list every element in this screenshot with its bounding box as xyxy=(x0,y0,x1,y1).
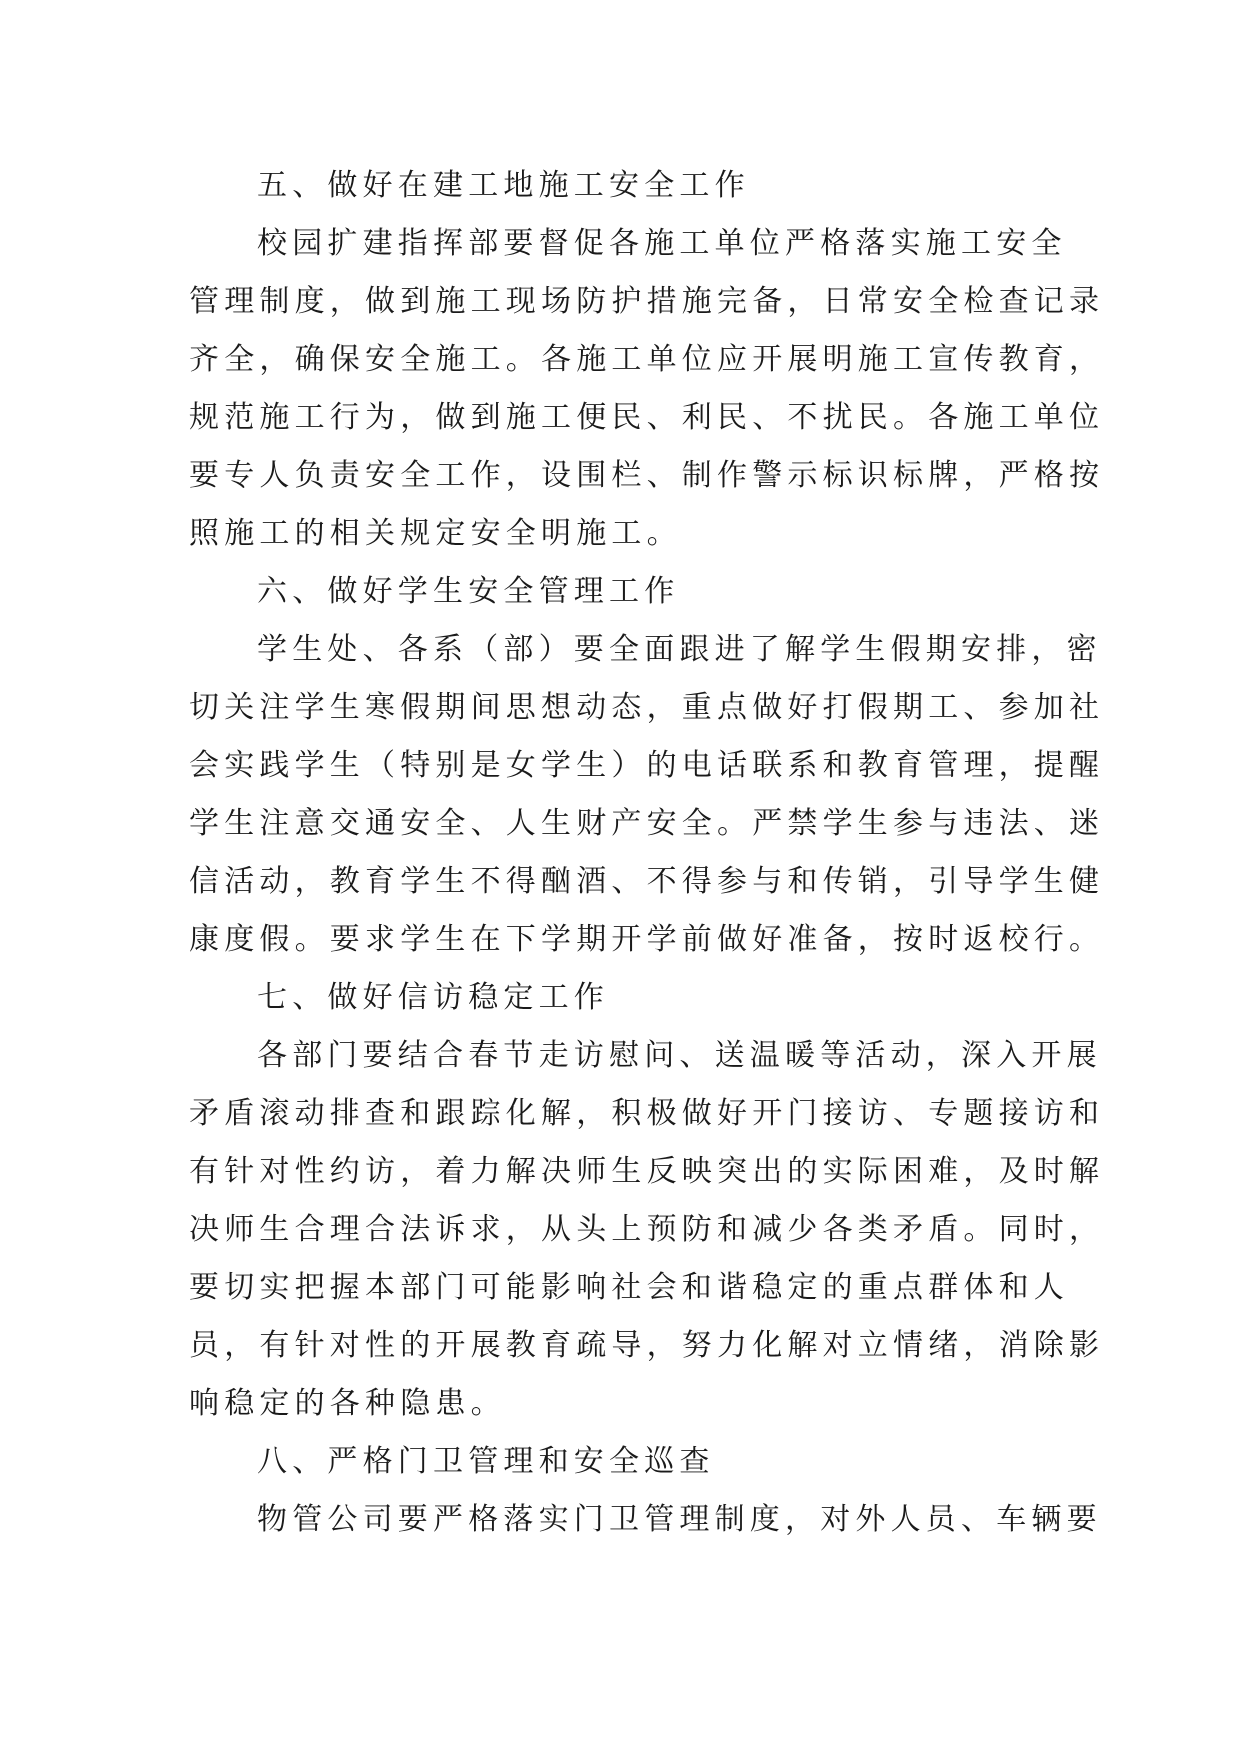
paragraph-line: 信活动，教育学生不得酗酒、不得参与和传销，引导学生健 xyxy=(189,864,1105,899)
paragraph-line: 员，有针对性的开展教育疏导，努力化解对立情绪，消除影 xyxy=(189,1328,1105,1363)
paragraph-line: 康度假。要求学生在下学期开学前做好准备，按时返校行。 xyxy=(189,922,1105,957)
paragraph-line: 矛盾滚动排查和跟踪化解，积极做好开门接访、专题接访和 xyxy=(189,1096,1105,1131)
paragraph-line: 学生处、各系（部）要全面跟进了解学生假期安排，密 xyxy=(257,632,1102,667)
paragraph-line: 决师生合理合法诉求，从头上预防和减少各类矛盾。同时， xyxy=(189,1212,1105,1247)
paragraph-line: 各部门要结合春节走访慰问、送温暖等活动，深入开展 xyxy=(257,1038,1102,1073)
paragraph-line: 会实践学生（特别是女学生）的电话联系和教育管理，提醒 xyxy=(189,748,1105,783)
paragraph-line: 学生注意交通安全、人生财产安全。严禁学生参与违法、迷 xyxy=(189,806,1105,841)
paragraph-line: 齐全，确保安全施工。各施工单位应开展明施工宣传教育， xyxy=(189,342,1105,377)
paragraph-line: 要切实把握本部门可能影响社会和谐稳定的重点群体和人 xyxy=(189,1270,1069,1305)
section-heading-5: 五、做好在建工地施工安全工作 xyxy=(257,168,750,203)
section-heading-8: 八、严格门卫管理和安全巡查 xyxy=(257,1444,715,1479)
paragraph-line: 管理制度，做到施工现场防护措施完备，日常安全检查记录 xyxy=(189,284,1105,319)
paragraph-line: 响稳定的各种隐患。 xyxy=(189,1386,506,1421)
paragraph-line: 有针对性约访，着力解决师生反映突出的实际困难，及时解 xyxy=(189,1154,1105,1189)
paragraph-line: 照施工的相关规定安全明施工。 xyxy=(189,516,682,551)
paragraph-line: 物管公司要严格落实门卫管理制度，对外人员、车辆要 xyxy=(257,1502,1102,1537)
paragraph-line: 切关注学生寒假期间思想动态，重点做好打假期工、参加社 xyxy=(189,690,1105,725)
paragraph-line: 校园扩建指挥部要督促各施工单位严格落实施工安全 xyxy=(257,226,1067,261)
section-heading-6: 六、做好学生安全管理工作 xyxy=(257,574,680,609)
paragraph-line: 要专人负责安全工作，设围栏、制作警示标识标牌，严格按 xyxy=(189,458,1105,493)
paragraph-line: 规范施工行为，做到施工便民、利民、不扰民。各施工单位 xyxy=(189,400,1105,435)
section-heading-7: 七、做好信访稳定工作 xyxy=(257,980,609,1015)
